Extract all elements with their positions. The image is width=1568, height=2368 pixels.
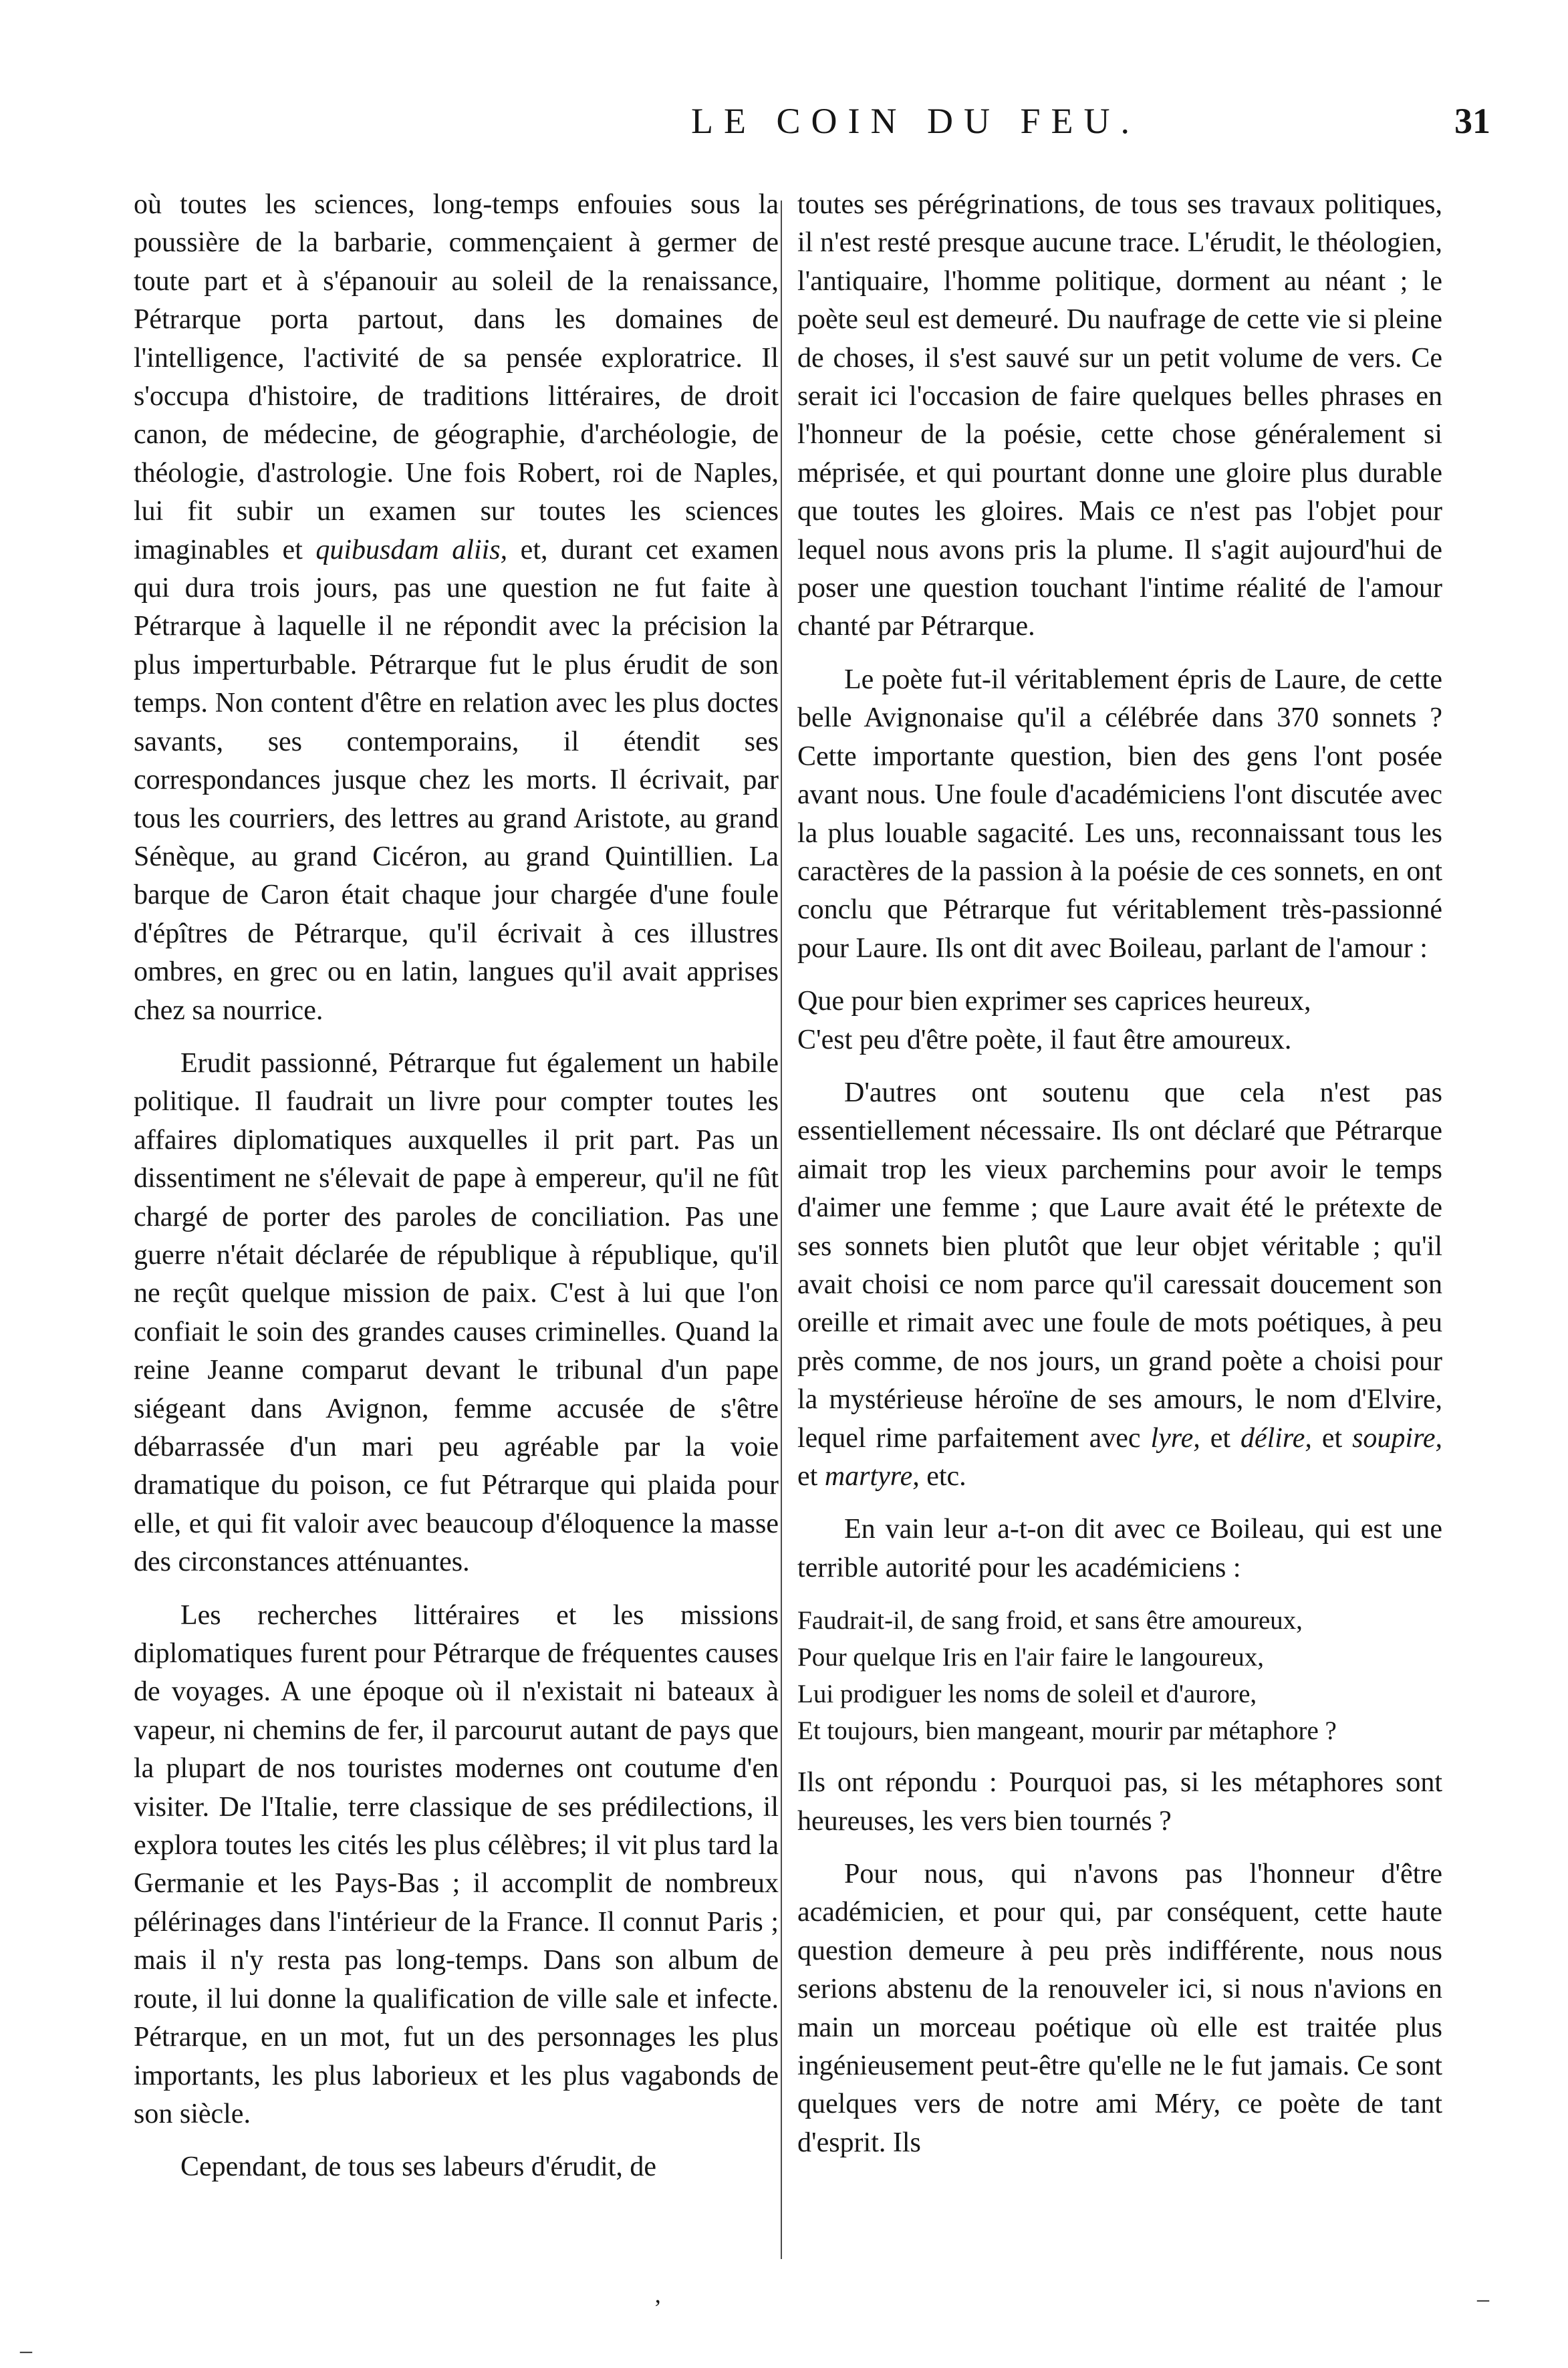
right-paragraph-5: Ils ont répondu : Pourquoi pas, si les métaphores sont heureuses, les vers bien tournés ? [797, 1767, 1442, 1837]
right-paragraph-6: Pour nous, qui n'avons pas l'honneur d'être académicien, et pour qui, par conséquent, cette haute question demeure à peu près indifférente, nous nous serions abstenu de la renouveler ici, si nous n'avions en main un morceau poétique où elle est traitée plus ingénieusement peut-être qu'elle ne le fut jamais. Ce sont quelques vers de notre ami Méry, ce poète de tant d'esprit. Ils [797, 1859, 1442, 2158]
print-mark: ’ [654, 2294, 662, 2321]
verse-line: Que pour bien exprimer ses caprices heureux, [797, 986, 1311, 1017]
left-paragraph-4: Cependant, de tous ses labeurs d'érudit, de [180, 2151, 657, 2183]
verse-line: Et toujours, bien mangeant, mourir par métaphore ? [797, 1716, 1337, 1746]
rhyme-joiner: etc. [919, 1461, 966, 1492]
latin-phrase: quibusdam aliis, [315, 534, 508, 565]
right-paragraph-3 [797, 1074, 1442, 1496]
page-number: 31 [1454, 101, 1490, 141]
print-mark: – [1477, 2285, 1489, 2312]
right-paragraph-1: toutes ses pérégrinations, de tous ses travaux politiques, il n'est resté presque aucune trace. L'érudit, le théologien, l'antiquaire, l'homme politique, dorment au néant ; le poète seul est demeuré. Du naufrage de cette vie si pleine de choses, il s'est sauvé sur un petit volume de vers. Ce serait ici l'occasion de faire quelques belles phrases en l'honneur de la poésie, cette chose généralement si méprisée, et qui pourtant donne une gloire plus durable que toutes les gloires. Mais ce n'est pas l'objet pour lequel nous avons pris la plume. Il s'agit aujourd'hui de poser une question touchant l'intime réalité de l'amour chanté par Pétrarque. [797, 189, 1442, 642]
right-paragraph-2: Le poète fut-il véritablement épris de Laure, de cette belle Avignonaise qu'il a célébrée dans 370 sonnets ? Cette importante question, bien des gens l'ont posée avant nous. Une foule d'académiciens l'ont discutée avec la plus louable sagacité. Les uns, reconnaissant tous les caractères de la passion à la poésie de ces sonnets, en ont conclu que Pétrarque fut véritablement très-passionné pour Laure. Ils ont dit avec Boileau, parlant de l'amour : [797, 664, 1442, 964]
rhyme-word: martyre, [824, 1461, 920, 1492]
verse-line: Pour quelque Iris en l'air faire le langoureux, [797, 1643, 1264, 1672]
print-mark: – [20, 2337, 32, 2363]
right-paragraph-3-text: D'autres ont soutenu que cela n'est pas essentiellement nécessaire. Ils ont déclaré que Pétrarque aimait trop les vieux parchemins pour avoir le temps d'aimer une femme ; que Laure avait été le prétexte de ses sonnets bien plutôt que leur objet véritable ; qu'il avait choisi ce nom parce qu'il caressait doucement son oreille et rimait avec une foule de mots poétiques, à peu près comme, de nos jours, un grand poète a choisi pour la mystérieuse héroïne de ses amours, le nom d'Elvire, lequel rime parfaitement avec [797, 1077, 1442, 1454]
verse-line: Lui prodiguer les noms de soleil et d'aurore, [797, 1680, 1257, 1709]
running-title: LE COIN DU FEU. [691, 101, 1140, 141]
boileau-verse-1 [797, 982, 1442, 1059]
left-paragraph-1-end: et, durant cet examen qui dura trois jours, pas une question ne fut faite à Pétrarque à laquelle il ne répondit avec la précision la plus imperturbable. Pétrarque fut le plus érudit de son temps. Non content d'être en relation avec les plus doctes savants, ses contemporains, il étendit ses correspondances jusque chez les morts. Il écrivait, par tous les courriers, des lettres au grand Aristote, au grand Sénèque, au grand Cicéron, au grand Quintillien. La barque de Caron était chaque jour chargée d'une foule d'épîtres de Pétrarque, qu'il écrivait à ces illustres ombres, en grec ou en latin, langues qu'il avait apprises chez sa nourrice. [134, 534, 779, 1026]
right-column [797, 186, 1442, 2177]
left-paragraph-1 [134, 186, 779, 1030]
right-paragraph-4: En vain leur a-t-on dit avec ce Boileau, qui est une terrible autorité pour les académiciens : [797, 1514, 1442, 1583]
rhyme-joiner: et [1200, 1422, 1240, 1454]
rhyme-word: lyre, [1150, 1422, 1200, 1454]
column-divider [781, 201, 782, 2259]
verse-line: Faudrait-il, de sang froid, et sans être amoureux, [797, 1606, 1303, 1635]
rhyme-joiner: et [797, 1461, 825, 1492]
left-paragraph-3: Les recherches littéraires et les missions diplomatiques furent pour Pétrarque de fréquentes causes de voyages. A une époque où il n'existait ni bateaux à vapeur, ni chemins de fer, il parcourut autant de pays que la plupart de nos touristes modernes ont coutume d'en visiter. De l'Italie, terre classique de ses prédilections, il explora toutes les cités les plus célèbres; il vit plus tard la Germanie et les Pays-Bas ; il accomplit de nombreux pélérinages dans l'intérieur de la France. Il connut Paris ; mais il n'y resta pas long-temps. Dans son album de route, il lui donne la qualification de ville sale et infecte. Pétrarque, en un mot, fut un des personnages les plus importants, les plus laborieux et les plus vagabonds de son siècle. [134, 1599, 779, 2129]
boileau-verse-2 [797, 1602, 1442, 1749]
page-header [140, 100, 1490, 160]
verse-line: C'est peu d'être poète, il faut être amoureux. [797, 1024, 1292, 1055]
left-paragraph-1-text: où toutes les sciences, long-temps enfouies sous la poussière de la barbarie, commençaient à germer de toute part et à s'épanouir au soleil de la renaissance, Pétrarque porta partout, dans les domaines de l'intelligence, l'activité de sa pensée exploratrice. Il s'occupa d'histoire, de traditions littéraires, de droit canon, de médecine, de géographie, d'archéologie, de théologie, d'astrologie. Une fois Robert, roi de Naples, lui fit subir un examen sur toutes les sciences imaginables et [134, 189, 779, 565]
rhyme-word: délire, [1240, 1422, 1312, 1454]
rhyme-joiner: et [1311, 1422, 1353, 1454]
rhyme-word: soupire, [1352, 1422, 1443, 1454]
left-column [134, 186, 779, 2202]
left-paragraph-2: Erudit passionné, Pétrarque fut également un habile politique. Il faudrait un livre pour compter toutes les affaires diplomatiques auxquelles il prit part. Pas un dissentiment ne s'élevait de pape à empereur, qu'il ne fût chargé de porter des paroles de conciliation. Pas une guerre n'était déclarée de république à république, qu'il ne reçût quelque mission de paix. C'est à lui que l'on confiait le soin des grandes causes criminelles. Quand la reine Jeanne comparut devant le tribunal d'un pape siégeant dans Avignon, femme accusée de s'être débarrassée d'un mari peu agréable par la voie dramatique du poison, ce fut Pétrarque qui plaida pour elle, et qui fit valoir avec beaucoup d'éloquence la masse des circonstances atténuantes. [134, 1047, 779, 1578]
